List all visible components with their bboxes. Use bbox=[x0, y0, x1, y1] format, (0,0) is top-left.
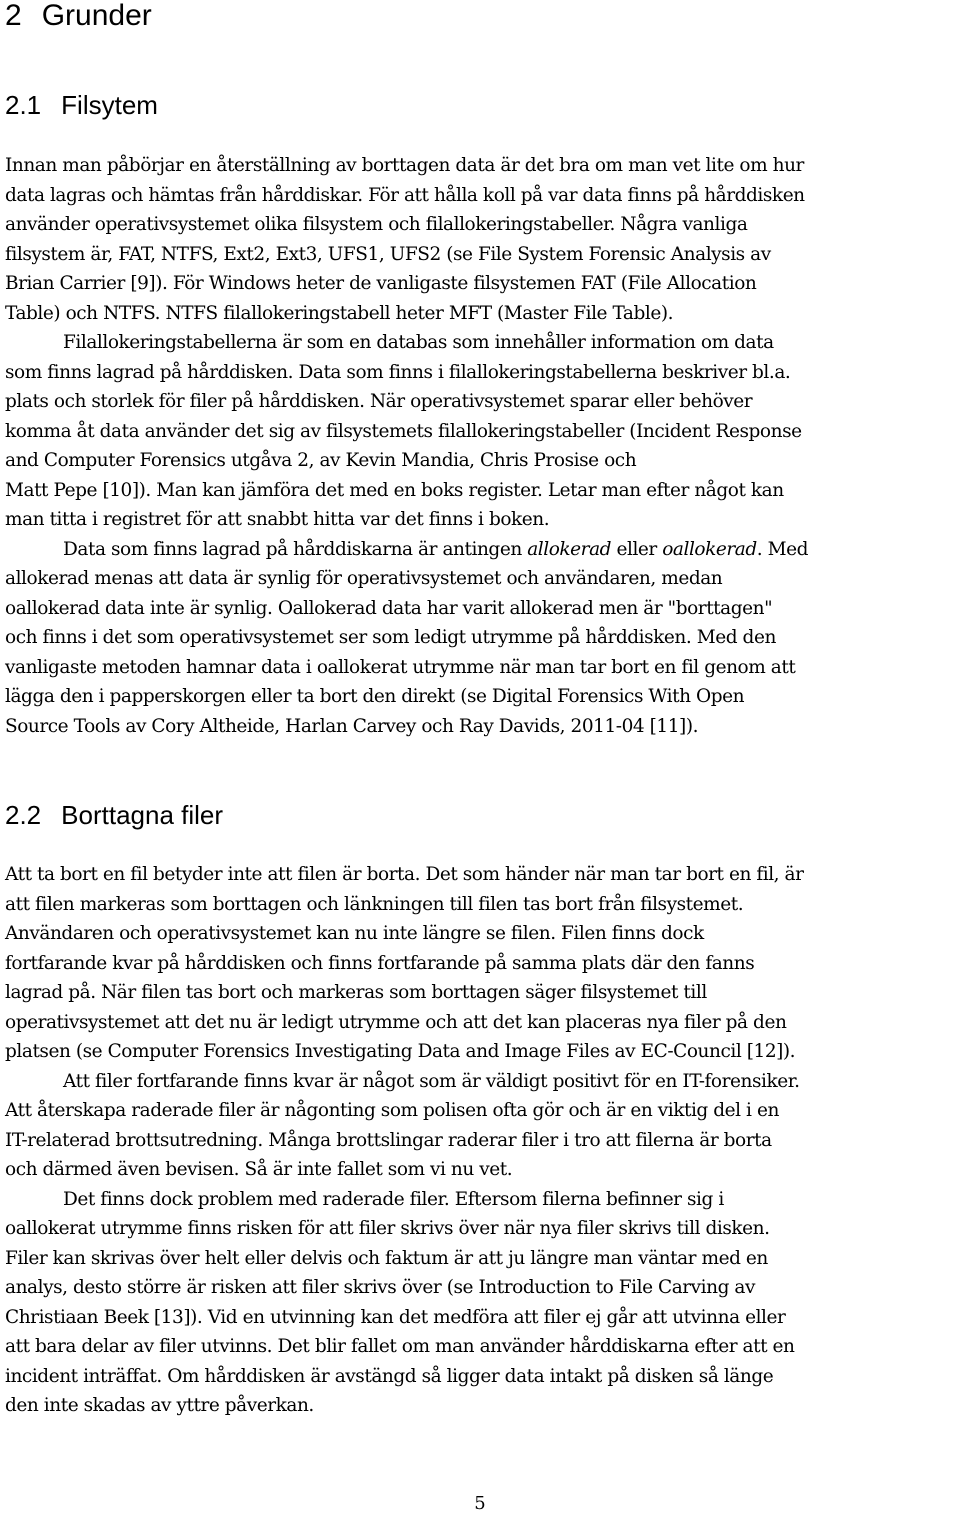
text-line: Det finns dock problem med raderade filer. Eftersom filerna befinner sig i bbox=[63, 1188, 724, 1210]
text-line: lägga den i papperskorgen eller ta bort den direkt (se Digital Forensics With Open bbox=[5, 686, 745, 707]
text-line: oallokerad data inte är synlig. Oallokerad data har varit allokerad men är "borttagen" bbox=[5, 597, 773, 619]
text-line: Användaren och operativsystemet kan nu inte längre se filen. Filen finns dock bbox=[5, 923, 704, 944]
text-line: plats och storlek för filer på hårddisken. När operativsystemet sparar eller behöver bbox=[5, 391, 753, 412]
text-line: och därmed även bevisen. Så är inte fallet som vi nu vet. bbox=[5, 1159, 513, 1180]
section-title: Filsytem bbox=[61, 90, 158, 120]
text-line: oallokerat utrymme finns risken för att filer skrivs över när nya filer skrivs till disken. bbox=[5, 1218, 770, 1239]
text-line: allokerad menas att data är synlig för operativsystemet och användaren, medan bbox=[5, 568, 723, 589]
text-line: data lagras och hämtas från hårddiskar. För att hålla koll på var data finns på hårddisken bbox=[5, 184, 805, 206]
italic-term: oallokerad bbox=[662, 538, 757, 560]
section-number: 2.1 bbox=[5, 90, 42, 120]
chapter-number: 2 bbox=[5, 0, 22, 32]
text-line: Filallokeringstabellerna är som en databas som innehåller information om data bbox=[63, 332, 774, 353]
text-line: platsen (se Computer Forensics Investigating Data and Image Files av EC-Council [12]). bbox=[5, 1041, 796, 1062]
text-line: Matt Pepe [10]). Man kan jämföra det med en boks register. Letar man efter något kan bbox=[5, 479, 784, 501]
text-line: komma åt data använder det sig av filsystemets filallokeringstabeller (Incident Response bbox=[5, 420, 802, 442]
text-line: and Computer Forensics utgåva 2, av Kevin Mandia, Chris Prosise och bbox=[5, 450, 637, 471]
text-line: fortfarande kvar på hårddisken och finns fortfarande på samma plats där den fanns bbox=[5, 952, 755, 974]
text-line: Innan man påbörjar en återställning av borttagen data är det bra om man vet lite om hur bbox=[5, 155, 804, 176]
text-line: Table) och NTFS. NTFS filallokeringstabell heter MFT (Master File Table). bbox=[5, 302, 674, 324]
text-line: Att återskapa raderade filer är någonting som polisen ofta gör och är en viktig del i en bbox=[5, 1100, 779, 1121]
page-number: 5 bbox=[474, 1493, 486, 1514]
text-line: Source Tools av Cory Altheide, Harlan Carvey och Ray Davids, 2011-04 [11]). bbox=[5, 715, 699, 737]
text-line: Att ta bort en fil betyder inte att filen är borta. Det som händer när man tar bort en fil, är bbox=[5, 864, 804, 885]
text-line: att filen markeras som borttagen och länkningen till filen tas bort från filsystemet. bbox=[5, 893, 744, 915]
text-line: och finns i det som operativsystemet ser som ledigt utrymme på hårddisken. Med den bbox=[5, 627, 776, 648]
section-2-2-body bbox=[5, 860, 955, 1421]
text-line: den inte skadas av yttre påverkan. bbox=[5, 1395, 314, 1416]
text-line: lagrad på. När filen tas bort och markeras som borttagen säger filsystemet till bbox=[5, 982, 707, 1003]
text-line: använder operativsystemet olika filsystem och filallokeringstabeller. Några vanliga bbox=[5, 214, 748, 235]
text-line: man titta i registret för att snabbt hitta var det finns i boken. bbox=[5, 509, 550, 530]
text-line: Brian Carrier [9]). För Windows heter de vanligaste filsystemen FAT (File Allocation bbox=[5, 273, 757, 294]
text-line: incident inträffat. Om hårddisken är avstängd så ligger data intakt på disken så länge bbox=[5, 1365, 774, 1387]
text-line: Data som finns lagrad på hårddiskarna är antingen allokerad eller oallokerad. Med bbox=[63, 538, 808, 560]
section-heading-2-1 bbox=[5, 88, 158, 122]
italic-term: allokerad bbox=[527, 538, 612, 560]
chapter-title: Grunder bbox=[41, 0, 152, 32]
text-line: IT-relaterad brottsutredning. Många brottslingar raderar filer i tro att filerna är borta bbox=[5, 1129, 772, 1151]
text-line: analys, desto större är risken att filer skrivs över (se Introduction to File Carving av bbox=[5, 1277, 756, 1298]
text-line: Filer kan skrivas över helt eller delvis och faktum är att ju längre man väntar med en bbox=[5, 1247, 768, 1269]
section-2-1-body bbox=[5, 151, 955, 741]
section-number: 2.2 bbox=[5, 800, 42, 830]
text-line: filsystem är, FAT, NTFS, Ext2, Ext3, UFS1, UFS2 (se File System Forensic Analysis av bbox=[5, 243, 771, 265]
text-line: operativsystemet att det nu är ledigt utrymme och att det kan placeras nya filer på den bbox=[5, 1011, 787, 1033]
section-heading-2-2 bbox=[5, 798, 223, 832]
text-line: att bara delar av filer utvinns. Det blir fallet om man använder hårddiskarna efter att en bbox=[5, 1336, 795, 1357]
text-line: Christiaan Beek [13]). Vid en utvinning kan det medföra att filer ej går att utvinna eller bbox=[5, 1306, 786, 1328]
chapter-heading bbox=[5, 0, 152, 36]
text-line: vanligaste metoden hamnar data i oallokerat utrymme när man tar bort en fil genom att bbox=[5, 656, 796, 678]
text-line: Att filer fortfarande finns kvar är något som är väldigt positivt för en IT-forensiker. bbox=[63, 1070, 800, 1092]
section-title: Borttagna filer bbox=[61, 800, 224, 830]
text-line: som finns lagrad på hårddisken. Data som finns i filallokeringstabellerna beskriver bl.a. bbox=[5, 361, 791, 383]
